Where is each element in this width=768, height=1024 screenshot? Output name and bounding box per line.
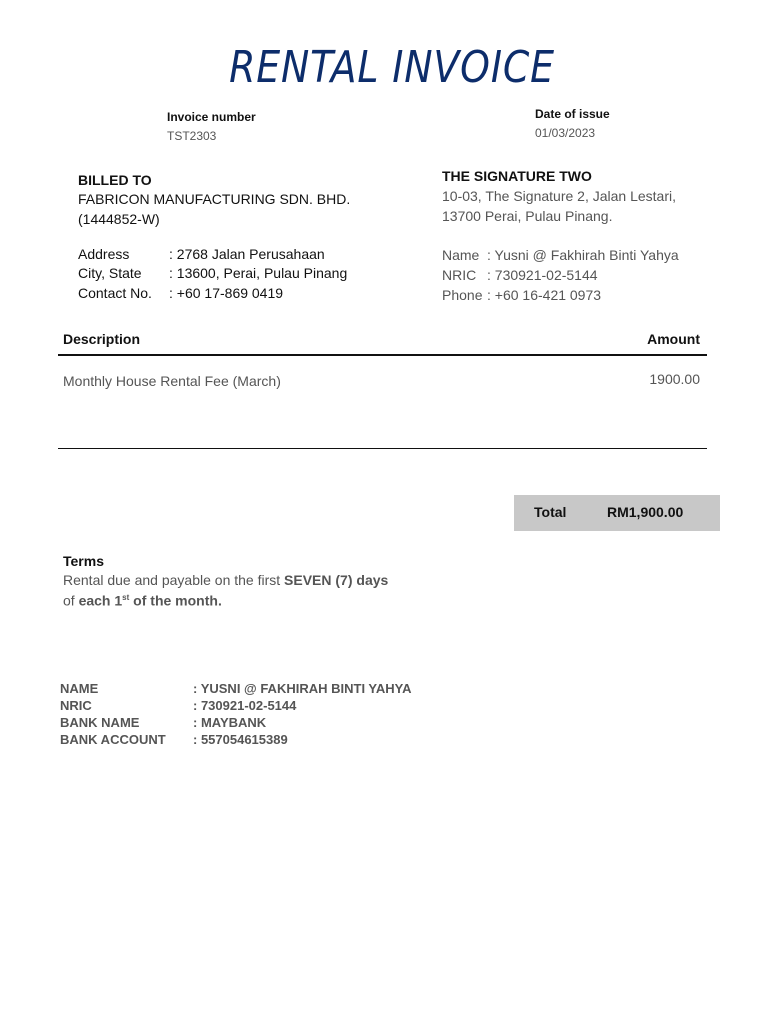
terms-line1-bold: SEVEN (7) days	[284, 572, 389, 588]
terms-text	[63, 572, 388, 610]
bank-holder-name: : YUSNI @ FAKHIRAH BINTI YAHYA	[193, 681, 412, 696]
bank-bank-name-label: BANK NAME	[60, 715, 140, 730]
landlord-address-line1: 10-03, The Signature 2, Jalan Lestari,	[442, 188, 677, 204]
billed-to-company: FABRICON MANUFACTURING SDN. BHD.	[78, 191, 351, 207]
bank-name-label: NAME	[60, 681, 99, 696]
landlord-phone: : +60 16-421 0973	[487, 287, 602, 303]
date-of-issue: 01/03/2023	[535, 126, 596, 140]
bank-values	[193, 680, 412, 748]
billed-to-city: : 13600, Perai, Pulau Pinang	[169, 265, 348, 281]
date-of-issue-label: Date of issue	[535, 107, 610, 121]
terms-line-2	[63, 589, 388, 610]
terms-line-1	[63, 572, 388, 589]
bank-account-label: BANK ACCOUNT	[60, 732, 166, 747]
invoice-number: TST2303	[167, 129, 217, 143]
invoice-title: RENTAL INVOICE	[229, 42, 555, 93]
table-bottom-divider	[58, 448, 707, 449]
billed-to-contact-label: Contact No.	[78, 285, 152, 301]
billed-to-city-label: City, State	[78, 265, 142, 281]
total-label: Total	[534, 504, 567, 520]
billed-to-address: : 2768 Jalan Perusahaan	[169, 246, 325, 262]
landlord-name-label: Name	[442, 247, 480, 263]
total-value: RM1,900.00	[607, 504, 684, 520]
table-header-divider	[58, 354, 707, 356]
table-row-description: Monthly House Rental Fee (March)	[63, 373, 281, 389]
landlord-phone-label: Phone	[442, 287, 483, 303]
billed-to-heading: BILLED TO	[78, 172, 152, 188]
landlord-address-line2: 13700 Perai, Pulau Pinang.	[442, 208, 613, 224]
billed-to-address-label: Address	[78, 246, 130, 262]
bank-bank-name: : MAYBANK	[193, 715, 267, 730]
bank-labels	[60, 680, 166, 748]
landlord-name: : Yusni @ Fakhirah Binti Yahya	[487, 247, 679, 263]
bank-nric: : 730921-02-5144	[193, 698, 297, 713]
table-row-amount: 1900.00	[649, 371, 700, 387]
landlord-nric: : 730921-02-5144	[487, 267, 598, 283]
amount-header: Amount	[647, 331, 700, 347]
terms-line2-bold-a: each 1	[78, 592, 123, 609]
invoice-number-label: Invoice number	[167, 110, 256, 124]
bank-nric-label: NRIC	[60, 698, 92, 713]
billed-to-contact: : +60 17-869 0419	[169, 285, 284, 301]
description-header: Description	[63, 331, 141, 347]
terms-line2-bold-b: of the month.	[129, 592, 222, 609]
landlord-nric-label: NRIC	[442, 267, 477, 283]
bank-account-number: : 557054615389	[193, 732, 288, 747]
terms-heading: Terms	[63, 553, 104, 569]
terms-line1-plain: Rental due and payable on the first	[63, 572, 285, 588]
terms-line2-plain: of	[63, 592, 79, 609]
billed-to-reg-no: (1444852-W)	[78, 211, 160, 227]
landlord-heading: THE SIGNATURE TWO	[442, 168, 592, 184]
terms-line2-sup: st	[122, 593, 130, 602]
